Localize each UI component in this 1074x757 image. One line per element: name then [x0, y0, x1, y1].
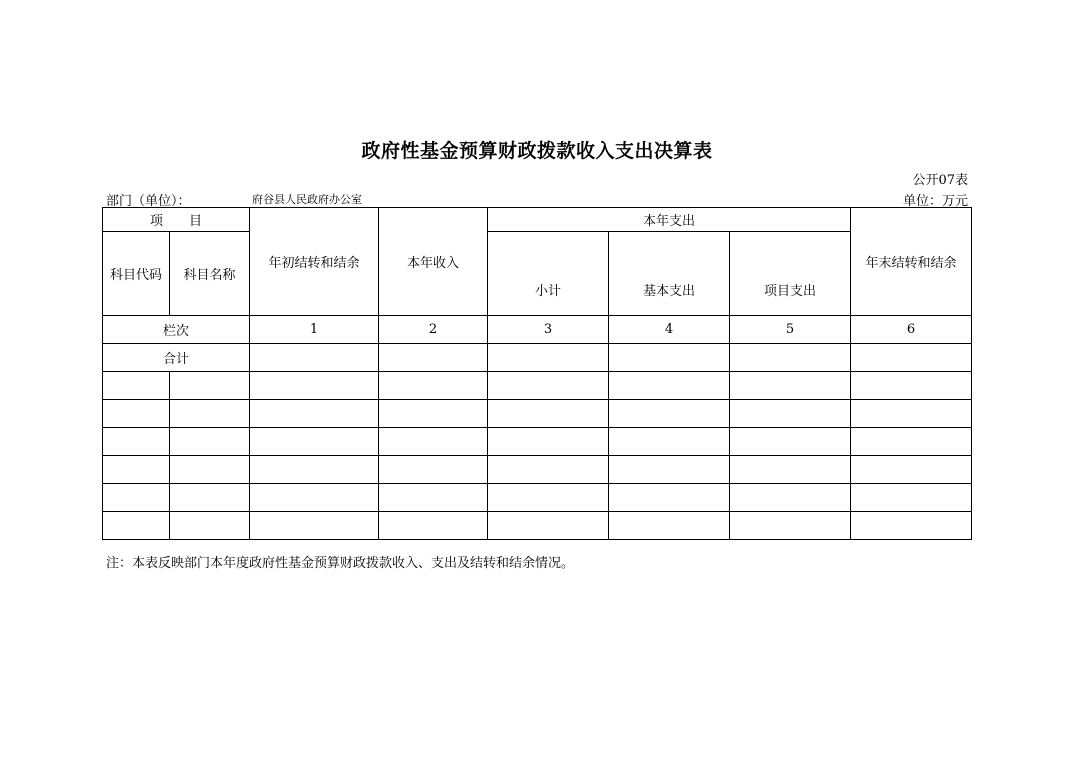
table-cell [379, 484, 488, 512]
header-closing-balance: 年末结转和结余 [851, 208, 972, 316]
table-cell [851, 456, 972, 484]
table-cell [250, 484, 379, 512]
table-cell [379, 512, 488, 540]
table-cell [103, 456, 170, 484]
table-cell [851, 512, 972, 540]
column-number: 1 [250, 316, 379, 344]
table-cell [379, 456, 488, 484]
table-cell [730, 456, 851, 484]
table-cell [170, 456, 250, 484]
table-cell [250, 400, 379, 428]
table-cell [488, 512, 609, 540]
header-subject-code: 科目代码 [103, 232, 170, 316]
table-cell [170, 484, 250, 512]
table-cell [103, 428, 170, 456]
header-item: 项 目 [103, 208, 250, 232]
table-cell [170, 372, 250, 400]
page-title: 政府性基金预算财政拨款收入支出决算表 [361, 140, 713, 162]
table-cell [103, 372, 170, 400]
total-row-label: 合计 [103, 344, 250, 372]
table-cell [250, 512, 379, 540]
table-cell [851, 428, 972, 456]
table-cell [730, 372, 851, 400]
table-cell [851, 372, 972, 400]
table-cell [488, 344, 609, 372]
header-current-expense: 本年支出 [488, 208, 851, 232]
table-row [103, 484, 972, 512]
table-row [103, 372, 972, 400]
fund-budget-table [102, 207, 972, 540]
header-opening-balance: 年初结转和结余 [250, 208, 379, 316]
table-cell [609, 456, 730, 484]
table-cell [170, 428, 250, 456]
form-number: 公开07表 [912, 173, 968, 188]
table-cell [379, 344, 488, 372]
column-number: 4 [609, 316, 730, 344]
table-cell [488, 456, 609, 484]
header-subject-name: 科目名称 [170, 232, 250, 316]
column-number: 6 [851, 316, 972, 344]
table-cell [730, 400, 851, 428]
column-number: 5 [730, 316, 851, 344]
table-cell [851, 484, 972, 512]
table-cell [103, 484, 170, 512]
footnote: 注：本表反映部门本年度政府性基金预算财政拨款收入、支出及结转和结余情况。 [106, 556, 575, 571]
table-cell [609, 372, 730, 400]
table-cell [730, 428, 851, 456]
table-cell [379, 372, 488, 400]
table-cell [609, 400, 730, 428]
table-cell [488, 400, 609, 428]
table-row [103, 456, 972, 484]
table-cell [103, 400, 170, 428]
table-cell [170, 512, 250, 540]
department-value: 府谷县人民政府办公室 [252, 193, 362, 206]
table-cell [730, 512, 851, 540]
table-cell [609, 484, 730, 512]
table-cell [730, 484, 851, 512]
table-cell [609, 512, 730, 540]
column-row-label: 栏次 [103, 316, 250, 344]
table-cell [609, 428, 730, 456]
table-cell [609, 344, 730, 372]
table-cell [103, 512, 170, 540]
table-cell [730, 344, 851, 372]
header-current-income: 本年收入 [379, 208, 488, 316]
table-cell [379, 428, 488, 456]
table-cell [250, 428, 379, 456]
column-number-row [103, 316, 972, 344]
table-cell [170, 400, 250, 428]
table-row [103, 400, 972, 428]
table-cell [851, 344, 972, 372]
table-cell [250, 372, 379, 400]
table-row [103, 512, 972, 540]
unit-label: 单位：万元 [902, 194, 968, 209]
table-cell [851, 400, 972, 428]
table-cell [250, 456, 379, 484]
header-basic-expense: 基本支出 [609, 232, 730, 316]
table-cell [488, 372, 609, 400]
table-cell [488, 428, 609, 456]
table-cell [250, 344, 379, 372]
header-project-expense: 项目支出 [730, 232, 851, 316]
table-cell [488, 484, 609, 512]
header-subtotal: 小计 [488, 232, 609, 316]
column-number: 3 [488, 316, 609, 344]
total-row [103, 344, 972, 372]
table-cell [379, 400, 488, 428]
column-number: 2 [379, 316, 488, 344]
department-label: 部门（单位）： [106, 194, 191, 209]
table-row [103, 428, 972, 456]
